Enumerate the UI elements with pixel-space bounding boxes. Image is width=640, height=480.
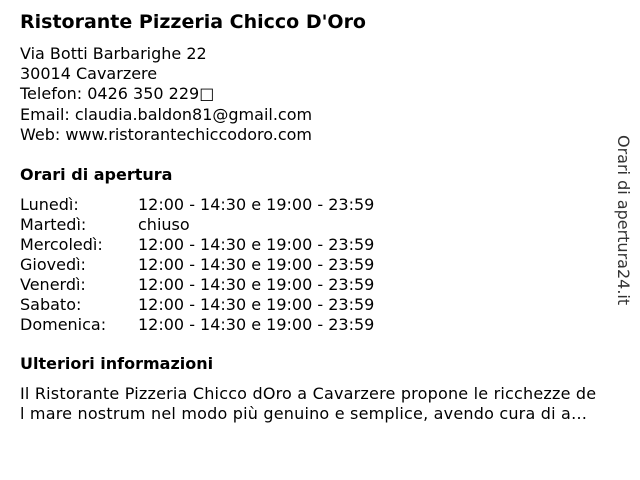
site-watermark bbox=[612, 135, 634, 311]
restaurant-description bbox=[20, 384, 630, 424]
phone-number: Telefon: 0426 350 229□ bbox=[20, 84, 215, 104]
website-address: Web: www.ristorantechiccodoro.com bbox=[20, 124, 312, 144]
day-name: Domenica: bbox=[20, 315, 107, 334]
description-line: Il Ristorante Pizzeria Chicco dOro a Cavarzere propone le ricchezze de bbox=[20, 384, 597, 403]
contact-block bbox=[20, 44, 312, 145]
email-address: Email: claudia.baldon81@gmail.com bbox=[20, 104, 313, 124]
opening-hours-heading: Orari di apertura bbox=[20, 165, 173, 184]
day-hours: 12:00 - 14:30 e 19:00 - 23:59 bbox=[138, 315, 375, 334]
day-name: Martedì: bbox=[20, 215, 87, 234]
day-name: Mercoledì: bbox=[20, 235, 103, 254]
day-hours: 12:00 - 14:30 e 19:00 - 23:59 bbox=[138, 235, 375, 254]
day-name: Venerdì: bbox=[20, 275, 86, 294]
day-hours: 12:00 - 14:30 e 19:00 - 23:59 bbox=[138, 255, 375, 274]
street-address: Via Botti Barbarighe 22 bbox=[20, 44, 207, 63]
day-hours: 12:00 - 14:30 e 19:00 - 23:59 bbox=[138, 275, 375, 294]
day-name: Giovedì: bbox=[20, 255, 86, 274]
further-info-heading: Ulteriori informazioni bbox=[20, 354, 214, 373]
day-hours: 12:00 - 14:30 e 19:00 - 23:59 bbox=[138, 295, 375, 314]
day-name: Sabato: bbox=[20, 295, 82, 314]
city-postcode: 30014 Cavarzere bbox=[20, 64, 158, 84]
site-watermark-text: Orari di apertura24.it bbox=[614, 135, 633, 306]
description-line: l mare nostrum nel modo più genuino e semplice, avendo cura di a… bbox=[20, 404, 588, 423]
day-hours: 12:00 - 14:30 e 19:00 - 23:59 bbox=[138, 195, 375, 214]
day-hours: chiuso bbox=[138, 215, 190, 234]
day-name: Lunedì: bbox=[20, 195, 79, 214]
restaurant-name: Ristorante Pizzeria Chicco D'Oro bbox=[20, 11, 366, 33]
